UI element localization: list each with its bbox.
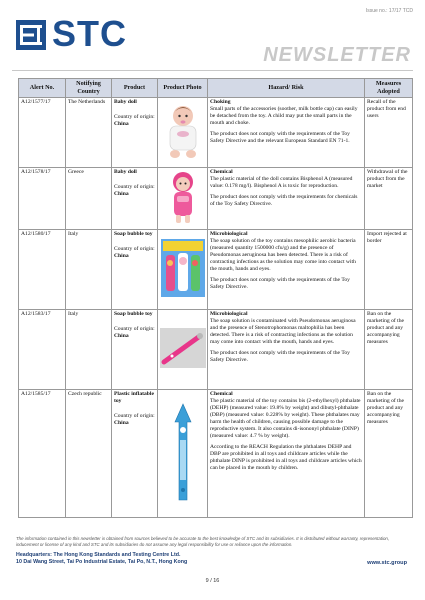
alert-number: A12/1578/17 [19, 168, 66, 230]
measures-adopted: Import rejected at border [365, 230, 413, 310]
hazard-text: The soap solution of the toy contains mesophilic aerobic bacteria (measured quantity 1500000 cfu/g) and the presence of Pseudomonas aeruginosa has been detected. There is a risk of contracting infections as the solution may come into contact with the mouth, hands and eyes. [210, 237, 356, 272]
product-name: Baby doll [114, 99, 137, 105]
origin-country: China [114, 252, 129, 259]
hazard-cell [208, 310, 365, 390]
hq-street: 10 Dai Wang Street, Tai Po Industrial Estate, Tai Po, N.T., Hong Kong [16, 558, 188, 565]
table-row [19, 168, 413, 230]
product-name: Soap bubble toy [114, 231, 153, 237]
logo-wordmark: STC [52, 13, 127, 54]
col-header-photo: Product Photo [158, 79, 208, 98]
origin-country: China [114, 190, 129, 197]
bubble-wand-photo [160, 328, 206, 368]
photo-cell [158, 230, 208, 310]
measures-adopted: Withdrawal of the product from the market [365, 168, 413, 230]
product-name: Soap bubble toy [114, 311, 153, 317]
hazard-text: The product does not comply with the requirements of the Toy Safety Directive. [210, 276, 350, 290]
product-name: Baby doll [114, 169, 137, 175]
product-cell [112, 230, 158, 310]
photo-cell [158, 310, 208, 390]
notifying-country: Czech republic [66, 390, 112, 518]
table-header-row [19, 79, 413, 98]
hazard-cell [208, 390, 365, 518]
measures-adopted: Ban on the marketing of the product and any accompanying measures [365, 390, 413, 518]
origin-country: China [114, 419, 129, 426]
hazard-text: According to the REACH Regulation the phthalates DEHP and DBP are prohibited in all toys and childcare articles while the phthalate DINP is prohibited in all toys and childcare articles which can be placed in the mouth by children. [210, 443, 362, 471]
hazard-text: The soap solution is contaminated with Pseudomonas aeruginosa and the presence of Stenotrophomonas maltophilia has been detected. There is a risk of contracting infections as the solution may come into contact with the mouth, hands and eyes. [210, 317, 356, 345]
hazard-text: The product does not comply with the requirements of the Toy Safety Directive. [210, 349, 350, 363]
hazard-type: Microbiological [210, 311, 248, 317]
origin-country: China [114, 120, 129, 127]
alert-number: A12/1580/17 [19, 230, 66, 310]
product-cell [112, 310, 158, 390]
origin-label: Country of origin: [114, 245, 155, 252]
disclaimer-text: The information contained in this newsletter is obtained from sources believed to be accurate to the best knowledge of STC and its subsidiaries. It is distributed without warranty, representation, inducement or license of any kind and STC and its subsidiaries do not assume any legal responsibility for use or reliance upon the information. [16, 536, 390, 547]
hazard-text: The plastic material of the doll contains Bisphenol A (measured value: 0.178 mg/l). Bisphenol A is toxic for reproduction. [210, 175, 353, 189]
col-header-alert: Alert No. [19, 79, 66, 98]
product-cell [112, 98, 158, 168]
col-header-hazard: Hazard/ Risk [208, 79, 365, 98]
hazard-text: The plastic material of the toy contains bis (2-ethylhexyl) phthalate (DEHP) (measured value: 19.8% by weight) and dibutyl-phthalate (DBP) (measured value: 0.228% by weight). These phthalates may harm the health of children, causing possible damage to the reproductive system. It also contains di-isononyl phthalate (DINP) (measured value: 4.7 % by weight). [210, 397, 361, 439]
notifying-country: Italy [66, 230, 112, 310]
notifying-country: The Netherlands [66, 98, 112, 168]
newsletter-title: NEWSLETTER [263, 44, 411, 66]
origin-country: China [114, 332, 129, 339]
alert-number: A12/1583/17 [19, 310, 66, 390]
photo-cell [158, 168, 208, 230]
product-cell [112, 168, 158, 230]
website-link[interactable]: www.stc.group [367, 560, 407, 566]
notifying-country: Greece [66, 168, 112, 230]
pink-doll-photo [169, 170, 197, 224]
baby-doll-photo [161, 102, 205, 160]
origin-label: Country of origin: [114, 113, 155, 120]
alert-number: A12/1577/17 [19, 98, 66, 168]
origin-label: Country of origin: [114, 412, 155, 419]
soap-bubble-toy-photo [160, 237, 206, 299]
table-row [19, 310, 413, 390]
measures-adopted: Ban on the marketing of the product and any accompanying measures [365, 310, 413, 390]
col-header-country: Notifying Country [66, 79, 112, 98]
measures-adopted: Recall of the product from end users [365, 98, 413, 168]
header-divider [12, 70, 413, 71]
hazard-cell [208, 98, 365, 168]
issue-number: Issue no.: 17/17 TCD [365, 8, 413, 14]
notifying-country: Italy [66, 310, 112, 390]
product-cell [112, 390, 158, 518]
table-row [19, 390, 413, 518]
hq-name: Headquarters: The Hong Kong Standards and Testing Centre Ltd. [16, 552, 181, 558]
hazard-type: Chemical [210, 391, 233, 397]
hazard-cell [208, 168, 365, 230]
hazard-text: Small parts of the accessories (soother, milk bottle cap) can easily be detached from the toy. A child may put the small parts in the mouth and choke. [210, 105, 358, 126]
photo-cell [158, 390, 208, 518]
hazard-type: Choking [210, 99, 231, 105]
page-header [0, 0, 425, 80]
hazard-cell [208, 230, 365, 310]
alert-table [18, 78, 413, 518]
hazard-type: Microbiological [210, 231, 248, 237]
stc-logo-icon [16, 20, 46, 50]
table-row [19, 98, 413, 168]
origin-label: Country of origin: [114, 183, 155, 190]
hazard-type: Chemical [210, 169, 233, 175]
photo-cell [158, 98, 208, 168]
col-header-measures: Measures Adopted [365, 79, 413, 98]
hazard-text: The product does not comply with the requirements of the Toy Safety Directive and the relevant European Standard EN 71-1. [210, 130, 350, 144]
product-name: Plastic inflatable toy [114, 391, 154, 404]
page-number: 9 / 16 [205, 578, 220, 584]
table-row [19, 230, 413, 310]
col-header-product: Product [112, 79, 158, 98]
origin-label: Country of origin: [114, 325, 155, 332]
inflatable-toy-photo [163, 400, 203, 504]
hazard-text: The product does not comply with the requirements for chemicals of the Toy Safety Directive. [210, 193, 358, 207]
alert-number: A12/1585/17 [19, 390, 66, 518]
headquarters-address [16, 552, 187, 566]
